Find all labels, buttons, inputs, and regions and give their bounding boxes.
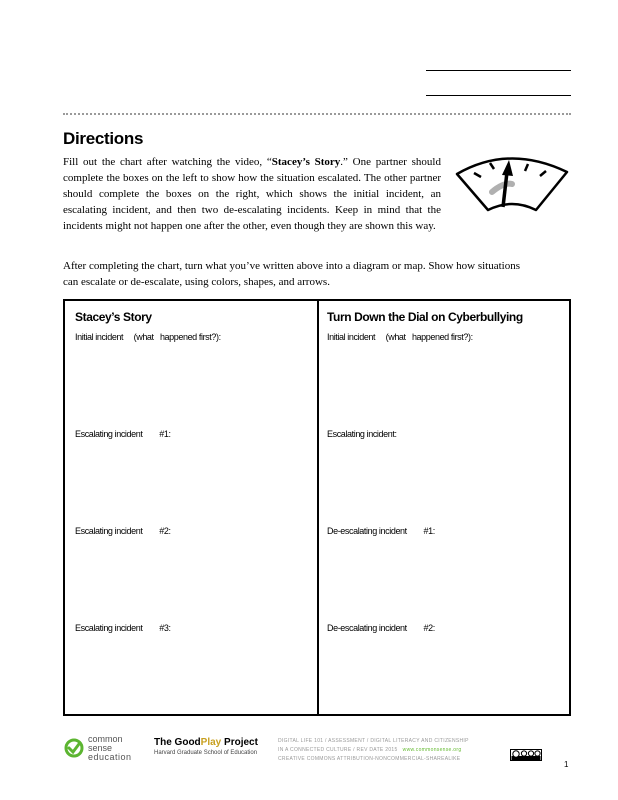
left-field-escalating-3: Escalating incident #3: bbox=[75, 623, 171, 633]
left-field-escalating-2: Escalating incident #2: bbox=[75, 526, 171, 536]
directions-intro-text: Fill out the chart after watching the video, “ bbox=[63, 156, 272, 168]
header-blank-line-1 bbox=[426, 70, 571, 71]
directions-paragraph-2: After completing the chart, turn what you’ve written above into a diagram or map. Show how situations can escalate or de-escalate, using colors, shapes, and arrows. bbox=[63, 260, 520, 288]
logo-word-sense: sense bbox=[88, 743, 113, 753]
goodplay-subtitle: Harvard Graduate School of Education bbox=[154, 750, 258, 756]
right-column-title: Turn Down the Dial on Cyberbullying bbox=[327, 310, 523, 324]
video-title: Stacey’s Story bbox=[271, 156, 341, 168]
left-field-initial: Initial incident (what happened first?): bbox=[75, 332, 221, 342]
common-sense-logo-text bbox=[88, 735, 132, 762]
dial-icon bbox=[454, 146, 572, 216]
incident-chart bbox=[63, 299, 571, 716]
logo-word-common: common bbox=[88, 734, 123, 744]
footer-credit-line-2-text: IN A CONNECTED CULTURE / REV DATE 2015 bbox=[278, 747, 398, 753]
left-column-title: Stacey’s Story bbox=[75, 310, 152, 324]
goodplay-title-part-2: Play bbox=[200, 737, 222, 748]
section-divider bbox=[63, 113, 571, 115]
right-field-escalating: Escalating incident: bbox=[327, 429, 397, 439]
goodplay-project-title bbox=[154, 737, 258, 748]
logo-word-education: education bbox=[88, 752, 132, 762]
goodplay-title-part-1: The Good bbox=[154, 737, 201, 748]
commonsense-link[interactable]: www.commonsense.org bbox=[402, 747, 462, 753]
right-field-de-escalating-2: De-escalating incident #2: bbox=[327, 623, 435, 633]
footer-credit-line-3: CREATIVE COMMONS ATTRIBUTION-NONCOMMERCIAL-SHAREALIKE bbox=[278, 756, 461, 762]
chart-column-divider bbox=[317, 301, 319, 714]
directions-heading: Directions bbox=[63, 129, 144, 148]
creative-commons-badge-icon bbox=[510, 749, 542, 761]
right-field-initial: Initial incident (what happened first?): bbox=[327, 332, 473, 342]
footer-credit-line-2 bbox=[278, 747, 461, 753]
directions-body-text: .” One partner should complete the boxes on the left to show how the situation escalated. The other partner should complete the boxes on the right, which shows the initial incident, an escalating incident, and then two de-escalating incidents. Keep in mind that the incidents might not happen one after the other, even though they are shown this way. bbox=[63, 156, 441, 232]
footer-credit-line-1: DIGITAL LIFE 101 / ASSESSMENT / DIGITAL LITERACY AND CITIZENSHIP bbox=[278, 738, 469, 744]
header-blank-line-2 bbox=[426, 95, 571, 96]
right-field-de-escalating-1: De-escalating incident #1: bbox=[327, 526, 435, 536]
left-field-escalating-1: Escalating incident #1: bbox=[75, 429, 171, 439]
directions-paragraph-1 bbox=[63, 154, 441, 234]
common-sense-logo-icon bbox=[64, 738, 84, 758]
goodplay-title-part-3: Project bbox=[221, 737, 258, 748]
page-number: 1 bbox=[564, 760, 569, 769]
